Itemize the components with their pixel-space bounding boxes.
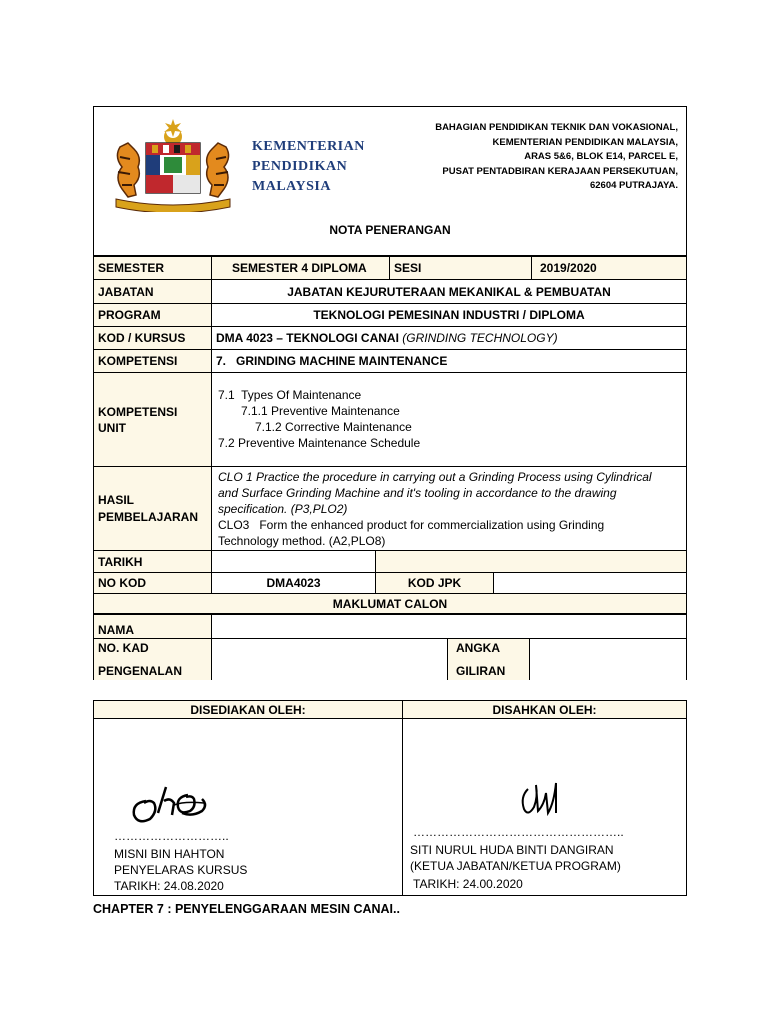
- signature-siti-icon: [514, 765, 574, 825]
- kod-kursus-text: DMA 4023 – TEKNOLOGI CANAI: [216, 331, 399, 345]
- angka-label-line: GILIRAN: [456, 664, 506, 678]
- no-kad-value[interactable]: [212, 639, 448, 680]
- approved-date: TARIKH: 24.00.2020: [413, 877, 523, 891]
- program-value: TEKNOLOGI PEMESINAN INDUSTRI / DIPLOMA: [313, 308, 585, 322]
- ministry-name-line: PENDIDIKAN: [252, 159, 348, 174]
- unit-item: 7.1 Types Of Maintenance: [218, 388, 362, 402]
- nama-value[interactable]: [212, 615, 686, 638]
- approved-header: DISAHKAN OLEH:: [403, 701, 686, 719]
- ministry-name: [252, 137, 365, 197]
- kompetensi-unit-label-line: KOMPETENSI: [98, 404, 178, 419]
- hasil-label-line: HASIL: [98, 492, 134, 507]
- no-kad-label-line: PENGENALAN: [98, 664, 183, 678]
- kod-kursus-row: [93, 327, 687, 350]
- ministry-name-line: KEMENTERIAN: [252, 139, 365, 154]
- no-kad-label-line: NO. KAD: [98, 641, 149, 655]
- hasil-row: [93, 467, 687, 551]
- kod-kursus-label: KOD / KURSUS: [94, 327, 212, 349]
- address-line: ARAS 5&6, BLOK E14, PARCEL E,: [524, 151, 678, 162]
- angka-label-line: ANGKA: [456, 641, 500, 655]
- hasil-label-line: PEMBELAJARAN: [98, 509, 199, 524]
- document-title: NOTA PENERANGAN: [329, 223, 451, 237]
- prepared-dots: ………………………..: [114, 829, 229, 843]
- kod-jpk-value[interactable]: [494, 573, 686, 593]
- chapter-footer: CHAPTER 7 : PENYELENGGARAAN MESIN CANAI..: [93, 902, 400, 916]
- kod-kursus-value: [212, 327, 686, 349]
- unit-item: 7.1.1 Preventive Maintenance: [241, 404, 400, 418]
- approved-role: (KETUA JABATAN/KETUA PROGRAM): [410, 859, 621, 873]
- no-kad-row: [93, 639, 687, 680]
- jabatan-label: JABATAN: [94, 280, 212, 303]
- maklumat-calon-title: MAKLUMAT CALON: [332, 596, 448, 611]
- address-line: BAHAGIAN PENDIDIKAN TEKNIK DAN VOKASIONAL,: [435, 122, 678, 133]
- unit-item: 7.2 Preventive Maintenance Schedule: [218, 436, 421, 450]
- kompetensi-row: [93, 350, 687, 373]
- kod-jpk-label: KOD JPK: [376, 573, 494, 593]
- address-line: KEMENTERIAN PENDIDIKAN MALAYSIA,: [492, 136, 678, 148]
- program-row: [93, 304, 687, 327]
- header-box: [93, 106, 687, 256]
- kod-kursus-english: (GRINDING TECHNOLOGY): [402, 331, 558, 345]
- hasil-label: [94, 467, 212, 550]
- signature-misni-icon: [128, 783, 218, 831]
- nama-label: NAMA: [94, 615, 212, 638]
- clo3-line: CLO3 Form the enhanced product for commercialization using Grinding: [218, 518, 605, 532]
- tarikh-extra: [376, 551, 686, 572]
- approved-dots: ……………………………………………..: [413, 825, 624, 839]
- approved-name: SITI NURUL HUDA BINTI DANGIRAN: [410, 843, 614, 857]
- no-kod-value: DMA4023: [212, 573, 376, 593]
- maklumat-calon-row: [93, 594, 687, 614]
- semester-label: SEMESTER: [94, 257, 212, 279]
- nama-row: [93, 614, 687, 639]
- kompetensi-label: KOMPETENSI: [94, 350, 212, 372]
- angka-giliran-label: [448, 639, 530, 680]
- no-kod-row: [93, 573, 687, 594]
- tarikh-value[interactable]: [212, 551, 376, 572]
- prepared-role: PENYELARAS KURSUS: [114, 863, 248, 877]
- program-label: PROGRAM: [94, 304, 212, 326]
- address-line: PUSAT PENTADBIRAN KERAJAAN PERSEKUTUAN,: [442, 165, 678, 177]
- prepared-header: DISEDIAKAN OLEH:: [94, 701, 403, 719]
- kompetensi-value: 7. GRINDING MACHINE MAINTENANCE: [216, 354, 448, 368]
- prepared-date: TARIKH: 24.08.2020: [114, 879, 224, 893]
- tarikh-label: TARIKH: [94, 551, 212, 572]
- sesi-label: SESI: [390, 257, 532, 279]
- jabatan-value: JABATAN KEJURUTERAAN MEKANIKAL & PEMBUATAN: [287, 284, 611, 299]
- kompetensi-unit-label: [94, 373, 212, 466]
- angka-giliran-value[interactable]: [530, 639, 686, 680]
- kompetensi-unit-row: [93, 373, 687, 467]
- semester-value: SEMESTER 4 DIPLOMA: [212, 257, 390, 279]
- unit-item: 7.1.2 Corrective Maintenance: [255, 420, 412, 434]
- clo1-line: CLO 1 Practice the procedure in carrying out a Grinding Process using Cylindrical: [218, 470, 652, 484]
- ministry-name-line: MALAYSIA: [252, 179, 331, 194]
- no-kad-label: [94, 639, 212, 680]
- sesi-value: 2019/2020: [540, 261, 597, 275]
- semester-row: [93, 256, 687, 280]
- clo3-line: Technology method. (A2,PLO8): [218, 534, 386, 548]
- address-line: 62604 PUTRAJAYA.: [589, 180, 678, 191]
- clo1-line: specification. (P3,PLO2): [218, 502, 348, 516]
- clo1-line: and Surface Grinding Machine and it's tooling in accordance to the drawing: [218, 486, 617, 500]
- signature-table: [93, 700, 687, 896]
- signature-divider: [402, 719, 403, 895]
- coat-of-arms-icon: [108, 117, 238, 212]
- ministry-address: [435, 121, 678, 194]
- jabatan-row: [93, 280, 687, 304]
- kompetensi-unit-label-line: UNIT: [98, 420, 126, 435]
- prepared-name: MISNI BIN HAHTON: [114, 847, 225, 861]
- no-kod-label: NO KOD: [94, 573, 212, 593]
- tarikh-row: [93, 551, 687, 573]
